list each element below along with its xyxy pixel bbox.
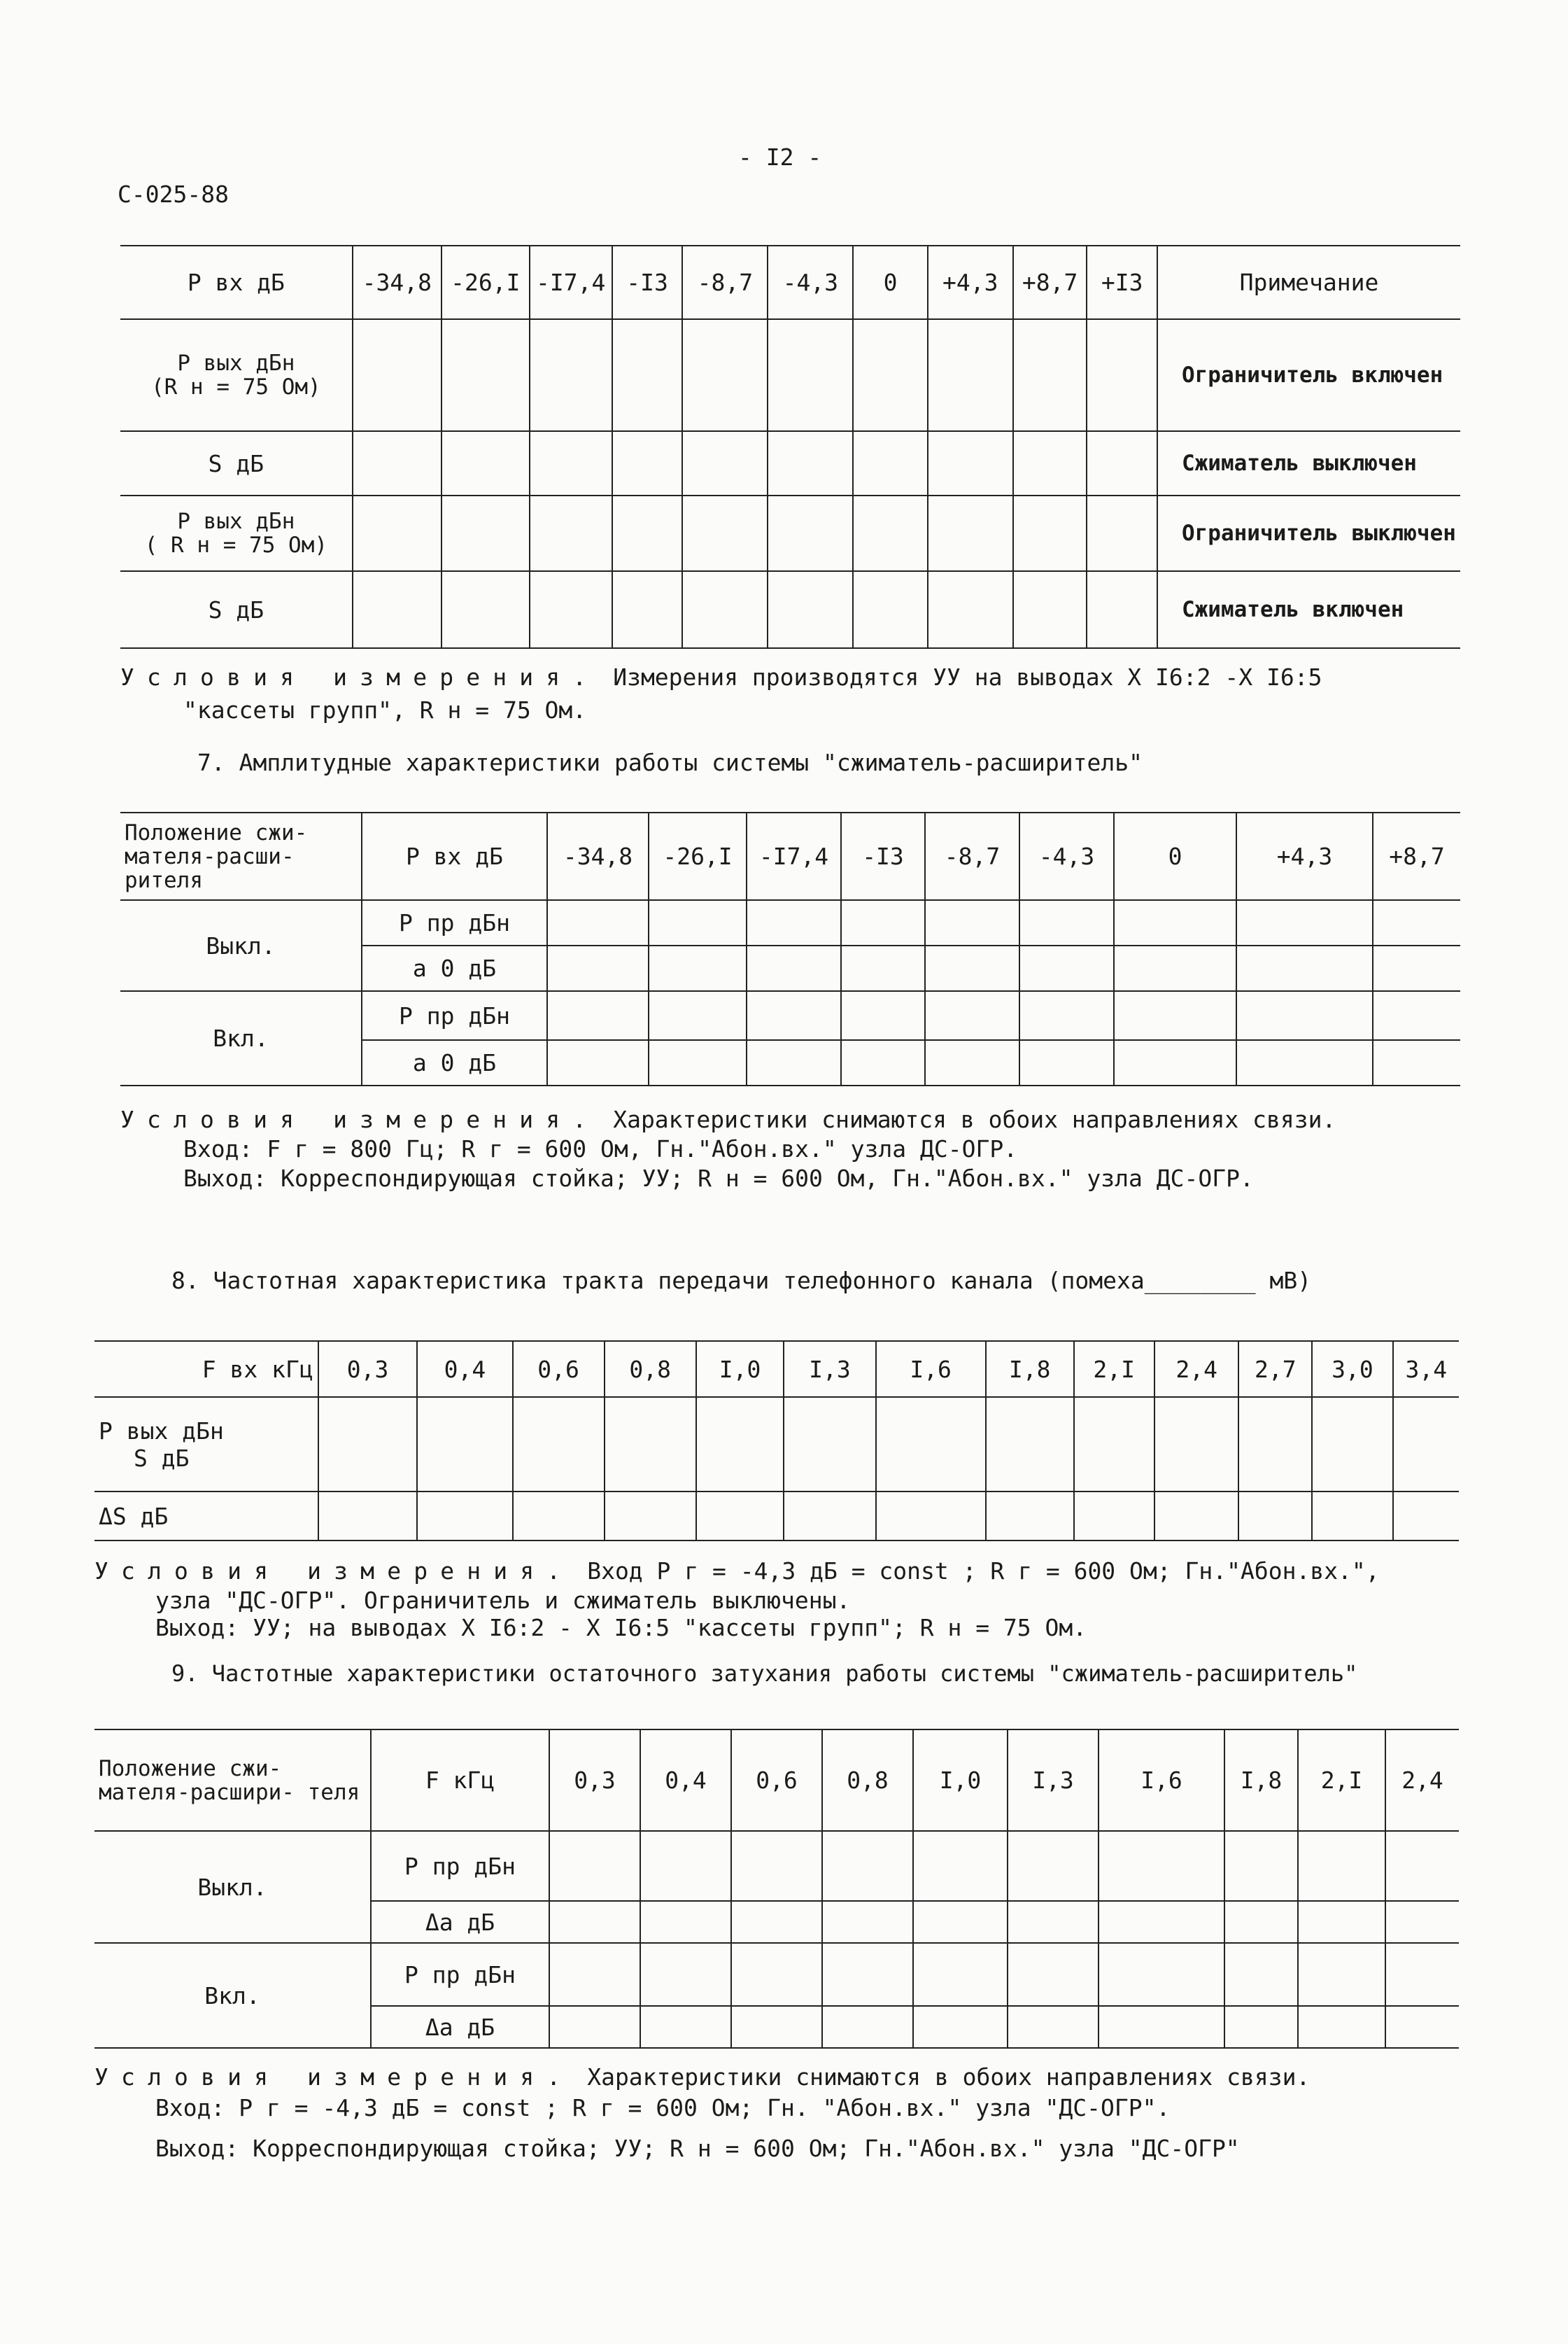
- table-row: [94, 1943, 1459, 2006]
- freq-cell: 0,8: [605, 1341, 696, 1397]
- section-7-title: 7. Амплитудные характеристики работы системы "сжиматель-расширитель": [197, 749, 1143, 776]
- table-row: [120, 991, 1460, 1040]
- row-label: S дБ: [120, 571, 353, 648]
- table-output-levels: [120, 245, 1460, 649]
- level-cell: -34,8: [547, 813, 649, 900]
- row-label: P вых дБн S дБ: [94, 1397, 318, 1492]
- row-label: ΔS дБ: [94, 1492, 318, 1541]
- freq-cell: 0,6: [513, 1341, 605, 1397]
- row-note: Сжиматель включен: [1157, 571, 1460, 648]
- level-cell: 0: [1114, 813, 1236, 900]
- table-residual-attenuation: [94, 1729, 1459, 2049]
- table-row: [120, 571, 1460, 648]
- table-amplitude: [120, 812, 1460, 1086]
- param-label: Δa дБ: [371, 1901, 549, 1943]
- param-label: P пр дБн: [371, 1831, 549, 1901]
- freq-cell: I,8: [1224, 1729, 1298, 1831]
- table-frequency: [94, 1340, 1459, 1541]
- level-cell: -I3: [612, 246, 683, 319]
- conditions-7c: Выход: Корреспондирующая стойка; УУ; R н = 600 Ом, Гн."Абон.вх." узла ДС-ОГР.: [183, 1165, 1254, 1192]
- freq-cell: 0,3: [318, 1341, 418, 1397]
- level-cell: +8,7: [1373, 813, 1460, 900]
- table-row: [120, 431, 1460, 496]
- header-input-level: P вх дБ: [120, 246, 353, 319]
- param-label: Δa дБ: [371, 2006, 549, 2048]
- freq-cell: 0,8: [822, 1729, 913, 1831]
- freq-cell: 2,I: [1298, 1729, 1385, 1831]
- freq-cell: 0,4: [417, 1341, 512, 1397]
- conditions-1: Условия измерения. Измерения производятся УУ на выводах X I6:2 -X I6:5: [120, 664, 1322, 691]
- row-label: P вых дБн (R н = 75 Ом): [120, 319, 353, 431]
- level-cell: -4,3: [1019, 813, 1114, 900]
- freq-cell: I,6: [1099, 1729, 1224, 1831]
- freq-cell: 2,4: [1154, 1341, 1239, 1397]
- level-cell: 0: [853, 246, 927, 319]
- freq-cell: I,3: [784, 1341, 875, 1397]
- state-label: Вкл.: [94, 1943, 371, 2048]
- conditions-7: Условия измерения. Характеристики снимаются в обоих направлениях связи.: [120, 1106, 1336, 1133]
- freq-cell: I,6: [876, 1341, 986, 1397]
- conditions-8: Условия измерения. Вход P г = -4,3 дБ = const ; R г = 600 Ом; Гн."Абон.вх.",: [94, 1557, 1380, 1585]
- level-cell: -I7,4: [747, 813, 841, 900]
- row-note: Ограничитель выключен: [1157, 496, 1460, 571]
- conditions-7b: Вход: F г = 800 Гц; R г = 600 Ом, Гн."Абон.вх." узла ДС-ОГР.: [183, 1135, 1018, 1163]
- position-header: Положение сжи- мателя-расшири- теля: [94, 1729, 371, 1831]
- doc-code: С-025-88: [118, 181, 229, 208]
- level-cell: +4,3: [1236, 813, 1373, 900]
- header-freq: F вх кГц: [94, 1341, 318, 1397]
- level-cell: -34,8: [353, 246, 442, 319]
- level-cell: -I3: [841, 813, 925, 900]
- row-note: Сжиматель выключен: [1157, 431, 1460, 496]
- level-cell: -4,3: [768, 246, 853, 319]
- freq-cell: I,0: [696, 1341, 784, 1397]
- param-header: F кГц: [371, 1729, 549, 1831]
- freq-cell: 2,7: [1238, 1341, 1312, 1397]
- table-row: [94, 1831, 1459, 1901]
- freq-cell: 0,6: [731, 1729, 822, 1831]
- note-header: Примечание: [1157, 246, 1460, 319]
- table-row: [120, 496, 1460, 571]
- level-cell: -26,I: [442, 246, 530, 319]
- freq-cell: 2,I: [1074, 1341, 1154, 1397]
- level-cell: +I3: [1087, 246, 1157, 319]
- conditions-9c: Выход: Корреспондирующая стойка; УУ; R н = 600 Ом; Гн."Абон.вх." узла "ДС-ОГР": [155, 2135, 1240, 2162]
- param-header: P вх дБ: [362, 813, 547, 900]
- table-row: [120, 900, 1460, 946]
- freq-cell: 2,4: [1385, 1729, 1459, 1831]
- param-label: P пр дБн: [362, 991, 547, 1040]
- level-cell: -I7,4: [530, 246, 612, 319]
- freq-cell: 0,3: [549, 1729, 640, 1831]
- freq-cell: I,8: [986, 1341, 1074, 1397]
- table-row: [120, 319, 1460, 431]
- section-9-title: 9. Частотные характеристики остаточного затухания работы системы "сжиматель-расширитель": [171, 1660, 1358, 1687]
- conditions-8c: Выход: УУ; на выводах X I6:2 - X I6:5 "кассеты групп"; R н = 75 Ом.: [155, 1614, 1087, 1641]
- row-label: P вых дБн ( R н = 75 Ом): [120, 496, 353, 571]
- state-label: Выкл.: [94, 1831, 371, 1943]
- level-cell: -8,7: [682, 246, 768, 319]
- conditions-1b: "кассеты групп", R н = 75 Ом.: [183, 696, 587, 724]
- page-number: - I2 -: [738, 143, 822, 171]
- section-8-title: 8. Частотная характеристика тракта передачи телефонного канала (помеха________ мВ): [171, 1267, 1312, 1294]
- row-label: S дБ: [120, 431, 353, 496]
- conditions-8b: узла "ДС-ОГР". Ограничитель и сжиматель выключены.: [155, 1587, 851, 1614]
- param-label: P пр дБн: [371, 1943, 549, 2006]
- level-cell: +8,7: [1013, 246, 1087, 319]
- param-label: a 0 дБ: [362, 1040, 547, 1086]
- table-row: [94, 1397, 1459, 1492]
- level-cell: -8,7: [925, 813, 1019, 900]
- state-label: Вкл.: [120, 991, 362, 1086]
- position-header: Положение сжи- мателя-расши- рителя: [120, 813, 362, 900]
- level-cell: -26,I: [649, 813, 747, 900]
- row-note: Ограничитель включен: [1157, 319, 1460, 431]
- freq-cell: 3,4: [1393, 1341, 1459, 1397]
- freq-cell: 0,4: [640, 1729, 731, 1831]
- conditions-9b: Вход: P г = -4,3 дБ = const ; R г = 600 Ом; Гн. "Абон.вх." узла "ДС-ОГР".: [155, 2094, 1171, 2121]
- param-label: P пр дБн: [362, 900, 547, 946]
- freq-cell: I,3: [1008, 1729, 1099, 1831]
- freq-cell: I,0: [913, 1729, 1008, 1831]
- param-label: a 0 дБ: [362, 946, 547, 991]
- level-cell: +4,3: [928, 246, 1013, 319]
- freq-cell: 3,0: [1312, 1341, 1392, 1397]
- table-row: [94, 1492, 1459, 1541]
- conditions-9: Условия измерения. Характеристики снимаются в обоих направлениях связи.: [94, 2063, 1311, 2091]
- state-label: Выкл.: [120, 900, 362, 991]
